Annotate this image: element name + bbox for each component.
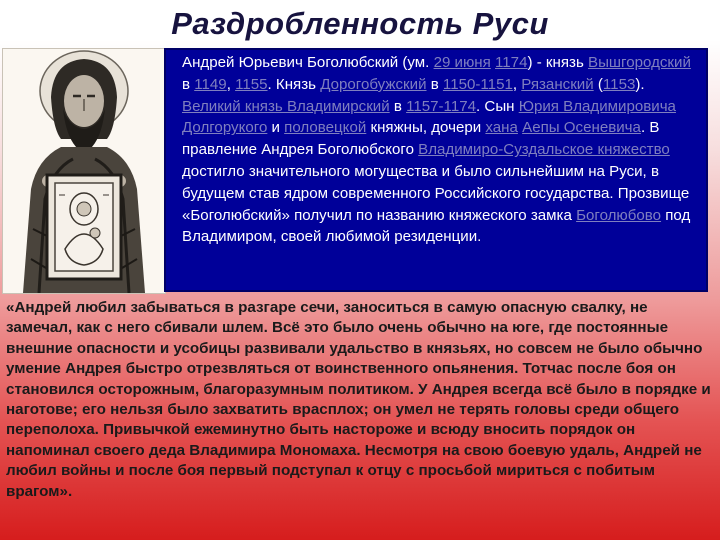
link-vladimir-suzdal[interactable]: Владимиро-Суздальское княжество <box>418 141 670 159</box>
bio-panel <box>164 48 708 292</box>
bio-text: ). <box>635 75 645 93</box>
bio-text: в <box>182 75 195 93</box>
portrait-icon <box>3 49 165 293</box>
link-year-1155[interactable]: 1155 <box>235 75 268 93</box>
link-grand-prince[interactable]: Великий князь Владимирский <box>182 97 390 115</box>
bio-text: ( <box>593 75 603 93</box>
slide-title: Раздробленность Руси <box>171 6 549 41</box>
link-aepa[interactable]: Аепы Осеневича <box>522 119 641 137</box>
link-vyshgorod[interactable]: Вышгородский <box>588 54 691 71</box>
bio-text: в <box>389 97 407 115</box>
link-year-death[interactable]: 1174 <box>495 54 528 71</box>
bio-text: в <box>426 75 443 93</box>
portrait-image <box>2 48 166 294</box>
bio-text: под Владимиром, своей любимой резиденции. <box>182 206 691 246</box>
bio-name: Андрей Юрьевич Боголюбский <box>182 54 399 71</box>
bio-text: ) - князь <box>527 54 589 71</box>
bio-text: . Князь <box>267 75 321 93</box>
bio-text: и <box>267 119 285 137</box>
bio-text: достигло значительного могущества и было сильнейшим на Руси, в будущем став ядром современного Российского государства. Прозвище «Боголюбский» получил по названию княжеского замка <box>182 162 690 224</box>
link-bogolyubovo[interactable]: Боголюбово <box>576 206 662 224</box>
link-years-1150-1151[interactable]: 1150-1151 <box>442 75 513 93</box>
bio-text: . В правление Андрея Боголюбского <box>182 119 660 159</box>
bio-text: , <box>512 75 522 93</box>
link-years-1157-1174[interactable]: 1157-1174 <box>406 97 477 115</box>
link-year-1149[interactable]: 1149 <box>194 75 227 93</box>
link-polovtsian[interactable]: половецкой <box>284 119 367 137</box>
link-date[interactable]: 29 июня <box>433 54 491 71</box>
link-year-1153[interactable]: 1153 <box>602 75 636 93</box>
quote-text: «Андрей любил забываться в разгаре сечи, заноситься в самую опасную свалку, не замечал, как с него сбивали шлем. Всё это было очень обычно на юге, где постоянные внешние опасности и усобицы развивали удальство в князьях, но совсем не было обычно умение Андрея быстро отрезвляться от воинственного опьянения. Тотчас после боя он становился осторожным, благоразумным политиком. У Андрея всегда всё было в порядке и наготове; его нельзя было захватить врасплох; он умел не терять головы среди общего переполоха. Привычкой ежеминутно быть настороже и всюду вносить порядок он напоминал своего деда Владимира Мономаха. Несмотря на свою боевую удаль, Андрей не любил войны и после боя первый подступал к отцу с просьбой мириться с побитым врагом». <box>6 299 711 500</box>
link-yuri-dolgoruky[interactable]: Юрия Владимировича Долгорукого <box>182 97 676 137</box>
bio-text: . Сын <box>476 97 519 115</box>
bio-text: (ум. <box>398 54 434 71</box>
link-khan[interactable]: хана <box>485 119 518 137</box>
link-ryazan[interactable]: Рязанский <box>521 75 594 93</box>
bio-text: княжны, дочери <box>366 119 486 137</box>
bio-text: , <box>226 75 236 93</box>
link-dorogobuzh[interactable]: Дорогобужский <box>320 75 427 93</box>
